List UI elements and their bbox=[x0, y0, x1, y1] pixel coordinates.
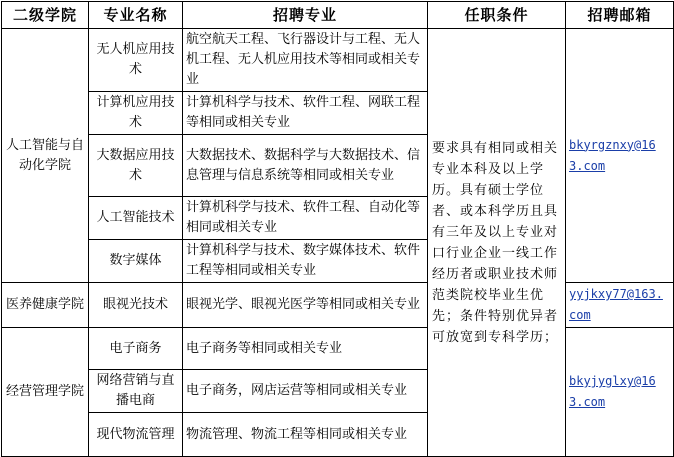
header-recruit-major: 招聘专业 bbox=[183, 2, 428, 29]
email-health-link[interactable]: yyjkxy77@163.com bbox=[569, 287, 663, 322]
header-email: 招聘邮箱 bbox=[566, 2, 674, 29]
major-cell: 现代物流管理 bbox=[89, 413, 183, 457]
recruit-cell: 计算机科学与技术、软件工程、网联工程等相同或相关专业 bbox=[183, 92, 428, 135]
college-health: 医养健康学院 bbox=[2, 283, 89, 328]
header-condition: 任职条件 bbox=[428, 2, 566, 29]
recruitment-table-page bbox=[0, 1, 674, 457]
major-cell: 大数据应用技术 bbox=[89, 135, 183, 197]
table-row bbox=[2, 29, 674, 92]
table-row bbox=[2, 328, 674, 370]
recruit-cell: 计算机科学与技术、数字媒体技术、软件工程等相同或相关专业 bbox=[183, 240, 428, 283]
email-ai-link[interactable]: bkyrgznxy@163.com bbox=[569, 137, 656, 173]
header-row bbox=[2, 2, 674, 29]
email-mgmt-link[interactable]: bkyjyglxy@163.com bbox=[569, 374, 656, 409]
major-cell: 数字媒体 bbox=[89, 240, 183, 283]
recruit-cell: 计算机科学与技术、软件工程、自动化等相同或相关专业 bbox=[183, 197, 428, 240]
email-ai-cell bbox=[566, 29, 674, 283]
major-cell: 网络营销与直播电商 bbox=[89, 370, 183, 413]
condition-cell: 要求具有相同或相关专业本科及以上学历。具有硕士学位者、或本科学历且具有三年及以上专业对口行业企业一线工作经历者或职业技术师范类院校毕业生优先；条件特别优异者可放宽到专科学历； bbox=[428, 29, 566, 457]
college-ai: 人工智能与自动化学院 bbox=[2, 29, 89, 283]
recruit-cell: 电子商务等相同或相关专业 bbox=[183, 328, 428, 370]
major-cell: 计算机应用技术 bbox=[89, 92, 183, 135]
header-college: 二级学院 bbox=[2, 2, 89, 29]
email-health-cell bbox=[566, 283, 674, 328]
recruitment-table bbox=[1, 1, 674, 457]
recruit-cell: 大数据技术、数据科学与大数据技术、信息管理与信息系统等相同或相关专业 bbox=[183, 135, 428, 197]
recruit-cell: 航空航天工程、飞行器设计与工程、无人机工程、无人机应用技术等相同或相关专业 bbox=[183, 29, 428, 92]
major-cell: 无人机应用技术 bbox=[89, 29, 183, 92]
recruit-cell: 电子商务，网店运营等相同或相关专业 bbox=[183, 370, 428, 413]
major-cell: 电子商务 bbox=[89, 328, 183, 370]
header-major: 专业名称 bbox=[89, 2, 183, 29]
table-row bbox=[2, 283, 674, 328]
recruit-cell: 物流管理、物流工程等相同或相关专业 bbox=[183, 413, 428, 457]
college-mgmt: 经营管理学院 bbox=[2, 328, 89, 457]
major-cell: 眼视光技术 bbox=[89, 283, 183, 328]
email-mgmt-cell bbox=[566, 328, 674, 457]
recruit-cell: 眼视光学、眼视光医学等相同或相关专业 bbox=[183, 283, 428, 328]
major-cell: 人工智能技术 bbox=[89, 197, 183, 240]
